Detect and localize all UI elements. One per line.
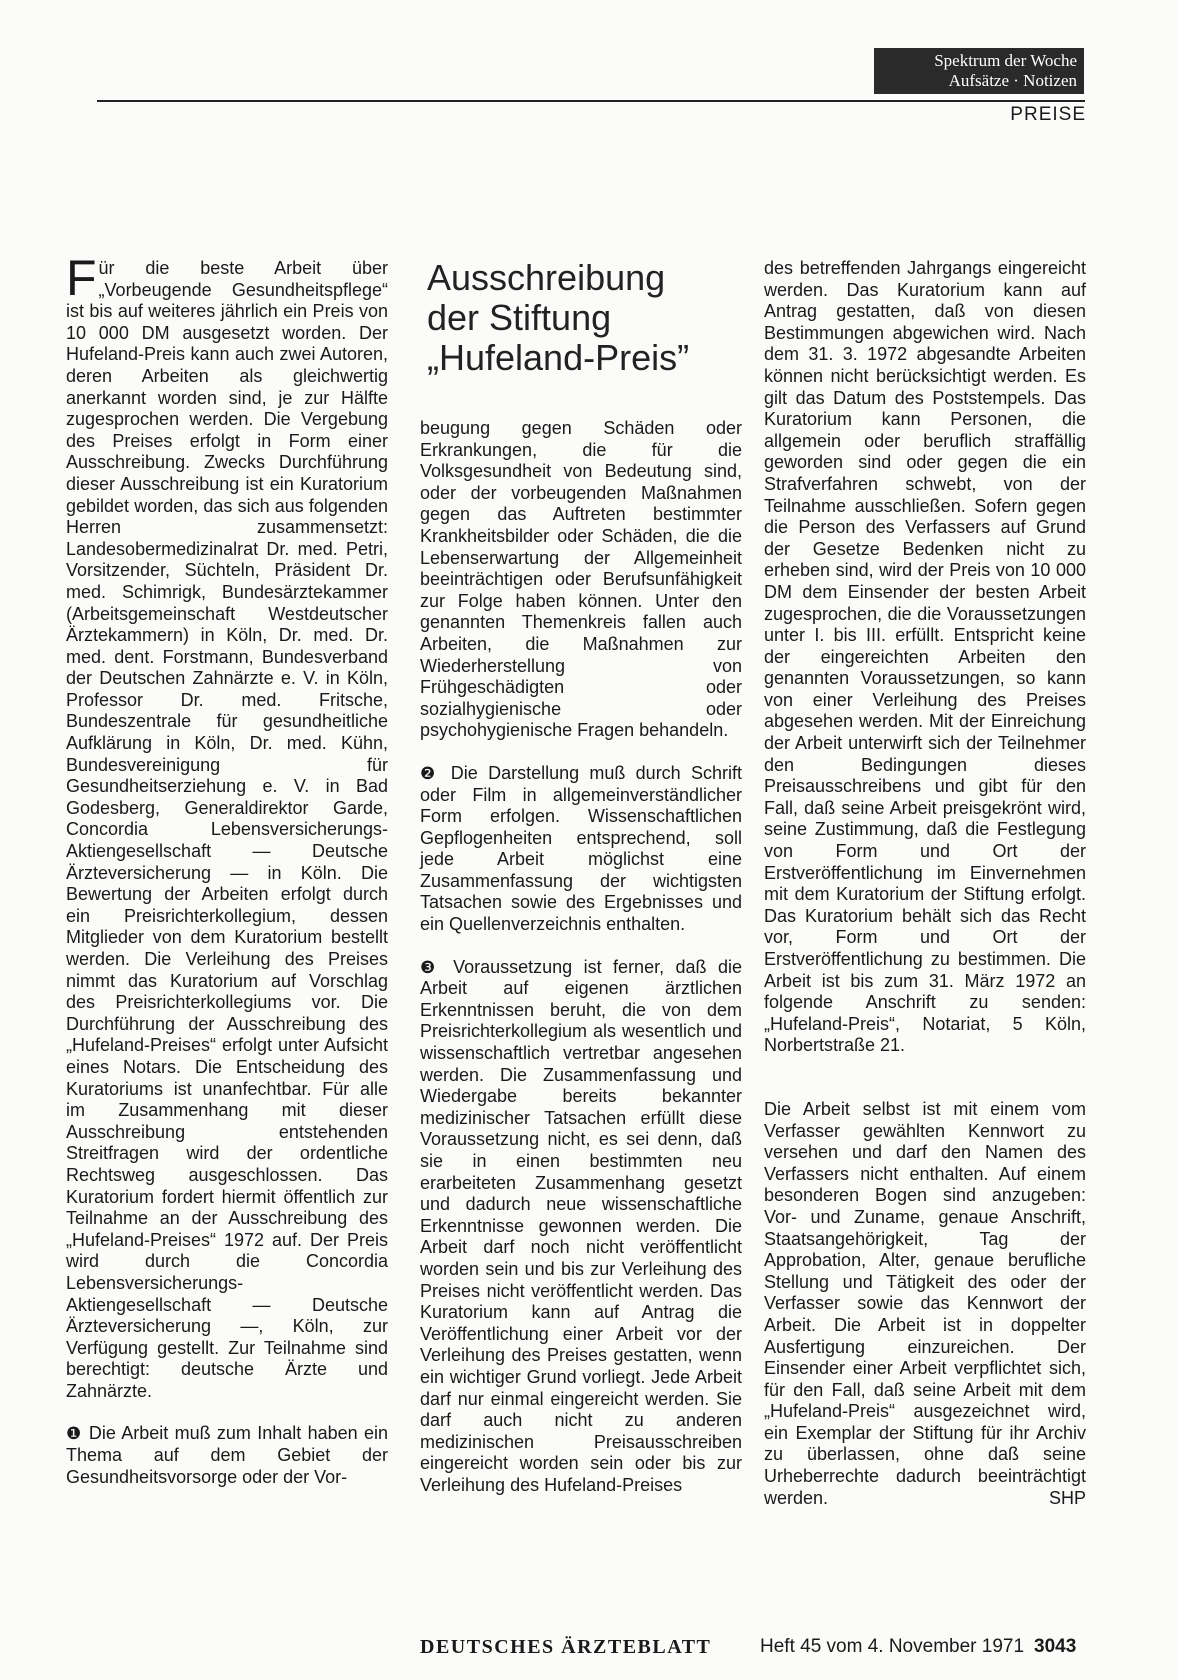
intro-text: ür die beste Arbeit über „Vorbeugende Gesundheitspflege“ ist bis auf weiteres jährlich ein Preis von 10 000 DM ausgesetzt worden. Der Hufeland-Preis kann auch zwei Autoren, deren Arbeiten als gleichwertig anerkannt worden sind, je zur Hälfte zugesprochen werden. Die Vergebung des Preises erfolgt in Form einer Ausschreibung. Zwecks Durchführung dieser Ausschreibung ist ein Kuratorium gebildet worden, das sich aus folgenden Herren zusammensetzt: Landesobermedizinalrat Dr. med. Petri, Vorsitzender, Süchteln, Präsident Dr. med. Schimrigk, Bundesärztekammer (Arbeitsgemeinschaft Westdeutscher Ärztekammern) in Köln, Dr. med. Dr. med. dent. Forstmann, Bundesverband der Deutschen Zahnärzte e. V. in Köln, Professor Dr. med. Fritsche, Bundeszentrale für gesundheitliche Aufklärung in Köln, Dr. med. Kühn, Bundesvereinigung für Gesundheitserziehung e. V. in Bad Godesberg, Generaldirektor Garde, Concordia Lebensversicherungs-Aktiengesellschaft — Deutsche Ärzteversicherung — in Köln. Die Bewertung der Arbeiten erfolgt durch ein Preisrichterkollegium, dessen Mitglieder von dem Kuratorium bestellt werden. Die Verleihung des Preises nimmt das Kuratorium auf Vorschlag des Preisrichterkollegiums vor. Die Durchführung der Ausschreibung des „Hufeland-Preises“ erfolgt unter Aufsicht eines Notars. Die Entscheidung des Kuratoriums ist unanfechtbar. Für alle im Zusammenhang mit dieser Ausschreibung entstehenden Streitfragen wird der ordentliche Rechtsweg ausgeschlossen. Das Kuratorium fordert hiermit öffentlich zur Teilnahme an der Ausschreibung des „Hufeland-Preises“ 1972 auf. Der Preis wird durch die Concordia Lebensversicherungs-Aktiengesellschaft — Deutsche Ärzteversicherung —, Köln, zur Verfügung gestellt. Zur Teilnahme sind berechtigt: deutsche Ärzte und Zahnärzte. xyxy=(66,258,388,1401)
title-line-1: Ausschreibung xyxy=(427,257,666,298)
column-2 xyxy=(420,418,742,1497)
title-line-2: der Stiftung xyxy=(427,297,612,338)
condition-1-text: Die Arbeit muß zum Inhalt haben ein Thema auf dem Gebiet der Gesundheitsvorsorge oder der Vor- xyxy=(66,1423,388,1487)
submission-text: Die Arbeit selbst ist mit einem vom Verfasser gewählten Kennwort zu versehen und darf den Namen des Verfassers nicht enthalten. Auf einem besonderen Bogen sind anzugeben: Vor- und Zuname, genaue Anschrift, Staatsangehörigkeit, Tag der Approbation, Alter, genaue berufliche Stellung und Tätigkeit des oder der Verfasser sowie das Kennwort der Arbeit. Die Arbeit ist in doppelter Ausfertigung einzureichen. Der Einsender einer Arbeit verpflichtet sich, für den Fall, daß seine Arbeit mit dem „Hufeland-Preis“ ausgezeichnet wird, ein Exemplar der Stiftung für ihr Archiv zu überlassen, ohne daß seine Urheberrechte dadurch beeinträchtigt werden. xyxy=(764,1098,1086,1508)
condition-2-paragraph xyxy=(420,763,742,936)
section-tag xyxy=(874,48,1084,94)
title-line-3: „Hufeland-Preis” xyxy=(427,337,690,378)
number-3-icon: ❸ xyxy=(420,957,442,977)
page-number: 3043 xyxy=(1034,1636,1077,1657)
condition-3-text: Voraussetzung ist ferner, daß die Arbeit auf eigenen ärztlichen Erkenntnissen beruht, die von dem Preisrichterkollegium als wesentlich und wissenschaftlich vertretbar angesehen werden. Die Zusammenfassung und Wiedergabe bereits bekannter medizinischer Tatsachen erfüllt diese Voraussetzung nicht, es sei denn, daß sie in einen bestimmten neu erarbeiteten Zusammenhang gesetzt und dadurch neue wissenschaftliche Erkenntnisse gewonnen werden. Die Arbeit darf noch nicht veröffentlicht worden sein und bis zur Verleihung des Preises nicht veröffentlicht werden. Das Kuratorium kann auf Antrag die Veröffentlichung einer Arbeit vor der Verleihung des Preises gestatten, wenn ein wichtiger Grund vorliegt. Jede Arbeit darf nur einmal eingereicht werden. Sie darf auch nicht zu anderen medizinischen Preisausschreiben eingereicht worden sein oder bis zur Verleihung des Hufeland-Preises xyxy=(420,956,742,1495)
condition-2-text: Die Darstellung muß durch Schrift oder Film in allgemeinverständlicher Form erfolgen. Wissenschaftlichen Gepflogenheiten entsprechend, soll jede Arbeit möglichst eine Zusammenfassung der wichtigsten Tatsachen sowie des Ergebnisses und ein Quellenverzeichnis enthalten. xyxy=(420,762,742,935)
condition-1-paragraph xyxy=(66,1423,388,1488)
journal-name: DEUTSCHES ÄRZTEBLATT xyxy=(420,1636,712,1658)
header-rule xyxy=(97,100,1085,102)
condition-3-continued: des betreffenden Jahrgangs eingereicht werden. Das Kuratorium kann auf Antrag gestatten, daß von diesen Bestimmungen abgewichen wird. Nach dem 31. 3. 1972 abgesandte Arbeiten können nicht berücksichtigt werden. Es gilt das Datum des Poststempels. Das Kuratorium kann Personen, die allgemein oder beruflich straffällig geworden sind oder gegen die ein Strafverfahren schwebt, von der Teilnahme ausschließen. Sofern gegen die Person des Verfassers auf Grund der Gesetze Bedenken nicht zu erheben sind, wird der Preis von 10 000 DM dem Einsender der besten Arbeit zugesprochen, die die Voraussetzungen unter I. bis III. erfüllt. Entspricht keine der eingereichten Arbeiten den genannten Voraussetzungen, so kann von einer Verleihung des Preises abgesehen werden. Mit der Einreichung der Arbeit unterwirft sich der Teilnehmer den Bedingungen dieses Preisausschreibens und gibt für den Fall, daß seine Arbeit preisgekrönt wird, seine Zustimmung, daß die Festlegung von Form und Ort der Erstveröffentlichung im Einvernehmen mit dem Kuratorium der Stiftung erfolgt. Das Kuratorium behält sich das Recht vor, Form und Ort der Erstveröffentlichung zu bestimmen. Die Arbeit ist bis zum 31. März 1972 an folgende Anschrift zu senden: „Hufeland-Preis“, Notariat, 5 Köln, Norbertstraße 21. xyxy=(764,258,1086,1056)
author-signature: SHP xyxy=(1048,1487,1086,1508)
column-3 xyxy=(764,258,1086,1509)
condition-3-paragraph xyxy=(420,957,742,1497)
number-1-icon: ❶ xyxy=(66,1424,83,1444)
section-label: PREISE xyxy=(1010,104,1086,125)
drop-cap: F xyxy=(66,250,97,306)
condition-1-continued: beugung gegen Schäden oder Erkrankungen, die für die Volksgesundheit von Bedeutung sind, oder der vorbeugenden Maßnahmen gegen das Auftreten bestimmter Krankheitsbilder oder Schäden, die die Lebenserwartung der Allgemeinheit beeinträchtigen oder Berufsunfähigkeit zur Folge haben können. Unter den genannten Themenkreis fallen auch Arbeiten, die Maßnahmen zur Wiederherstellung von Frühgeschädigten oder sozialhygienische oder psychohygienische Fragen behandeln. xyxy=(420,418,742,741)
issue-info: Heft 45 vom 4. November 1971 xyxy=(760,1636,1025,1657)
section-tag-line2: Aufsätze · Notizen xyxy=(948,71,1077,90)
column-1 xyxy=(66,250,388,1488)
article-title xyxy=(427,258,747,378)
number-2-icon: ❷ xyxy=(420,763,441,783)
section-tag-line1: Spektrum der Woche xyxy=(934,51,1077,70)
intro-paragraph xyxy=(66,250,388,1402)
submission-paragraph xyxy=(764,1099,1086,1509)
